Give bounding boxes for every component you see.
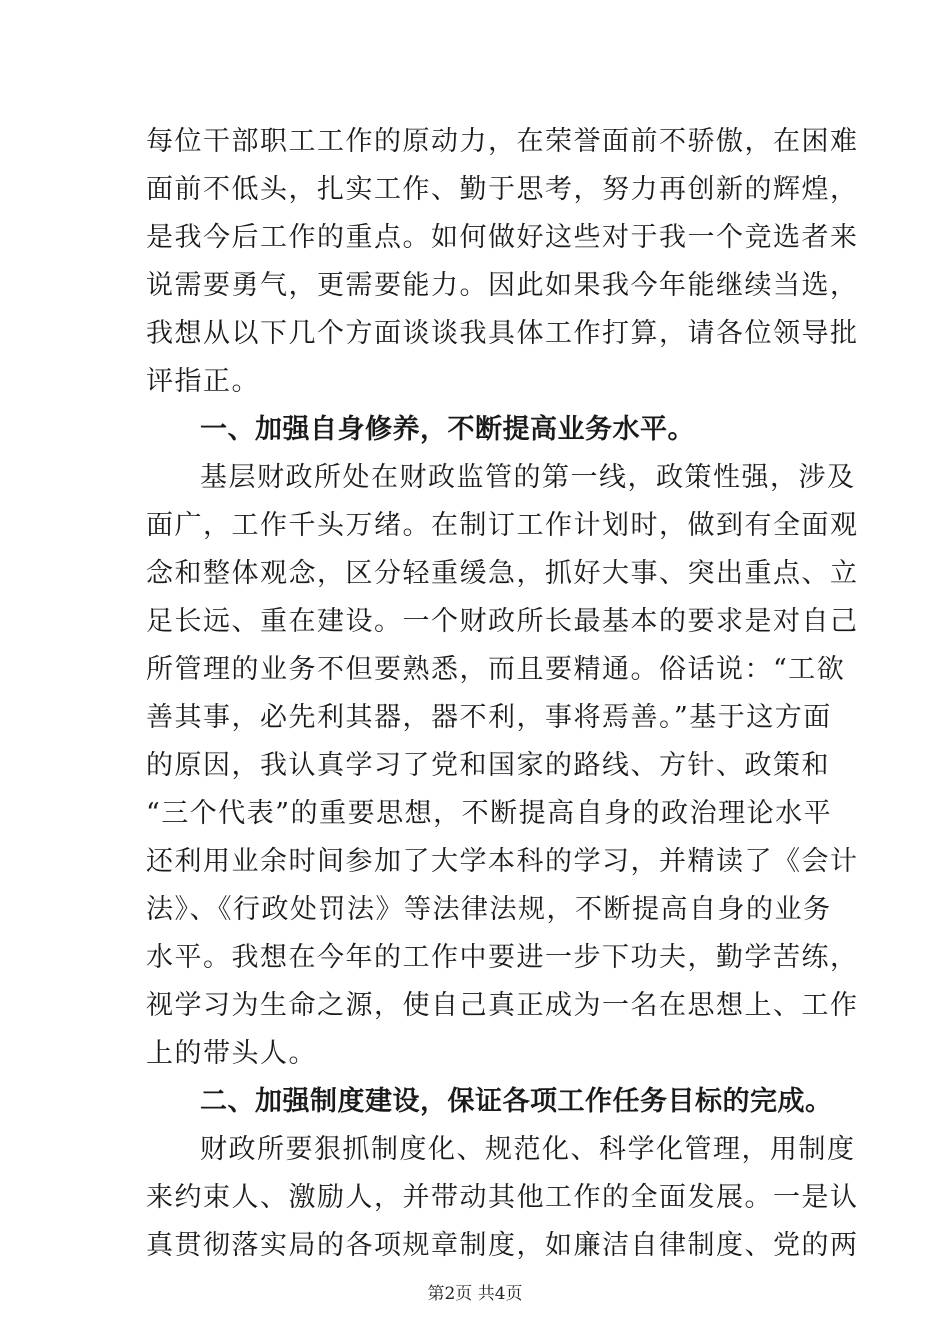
body-text-line: 基层财政所处在财政监管的第一线，政策性强，涉及 — [200, 462, 856, 493]
body-text-line: 是我今后工作的重点。如何做好这些对于我一个竞选者来 — [146, 222, 859, 253]
body-text-line: 面前不低头，扎实工作、勤于思考，努力再创新的辉煌， — [146, 174, 859, 205]
page-number-footer: 第2页 共4页 — [427, 1284, 523, 1304]
body-text-line: 来约束人、激励人，并带动其他工作的全面发展。一是认 — [146, 1182, 859, 1213]
body-text-line: 善其事，必先利其器，器不利，事将焉善。”基于这方面 — [146, 702, 832, 733]
body-text-line: 视学习为生命之源，使自己真正成为一名在思想上、工作 — [146, 990, 859, 1021]
section-heading-1: 一、加强自身修养，不断提高业务水平。 — [200, 414, 695, 445]
body-text-line: 财政所要狠抓制度化、规范化、科学化管理，用制度 — [200, 1134, 856, 1165]
body-text-line: 念和整体观念，区分轻重缓急，抓好大事、突出重点、立 — [146, 558, 859, 589]
body-text-line: 所管理的业务不但要熟悉，而且要精通。俗话说：“工欲 — [146, 654, 846, 685]
body-text-line: 上的带头人。 — [146, 1038, 317, 1069]
body-text-line: 水平。我想在今年的工作中要进一步下功夫，勤学苦练， — [146, 942, 859, 973]
body-text-line: 还利用业余时间参加了大学本科的学习，并精读了《会计 — [146, 846, 859, 877]
body-text-line: 每位干部职工工作的原动力，在荣誉面前不骄傲，在困难 — [146, 126, 859, 157]
body-text-line: 足长远、重在建设。一个财政所长最基本的要求是对自己 — [146, 606, 859, 637]
section-heading-2: 二、加强制度建设，保证各项工作任务目标的完成。 — [200, 1086, 833, 1117]
body-text-line: 说需要勇气，更需要能力。因此如果我今年能继续当选， — [146, 270, 859, 301]
body-text-line: 真贯彻落实局的各项规章制度，如廉洁自律制度、党的两 — [146, 1230, 859, 1261]
body-text-line: 我想从以下几个方面谈谈我具体工作打算，请各位领导批 — [146, 318, 859, 349]
body-text-line: 法》、《行政处罚法》等法律法规，不断提高自身的业务 — [146, 894, 832, 925]
body-text-line: “三个代表”的重要思想，不断提高自身的政治理论水平 — [146, 798, 833, 829]
body-text-line: 面广，工作千头万绪。在制订工作计划时，做到有全面观 — [146, 510, 859, 541]
body-text-line: 的原因，我认真学习了党和国家的路线、方针、政策和 — [146, 750, 830, 781]
body-text-line: 评指正。 — [146, 366, 260, 397]
